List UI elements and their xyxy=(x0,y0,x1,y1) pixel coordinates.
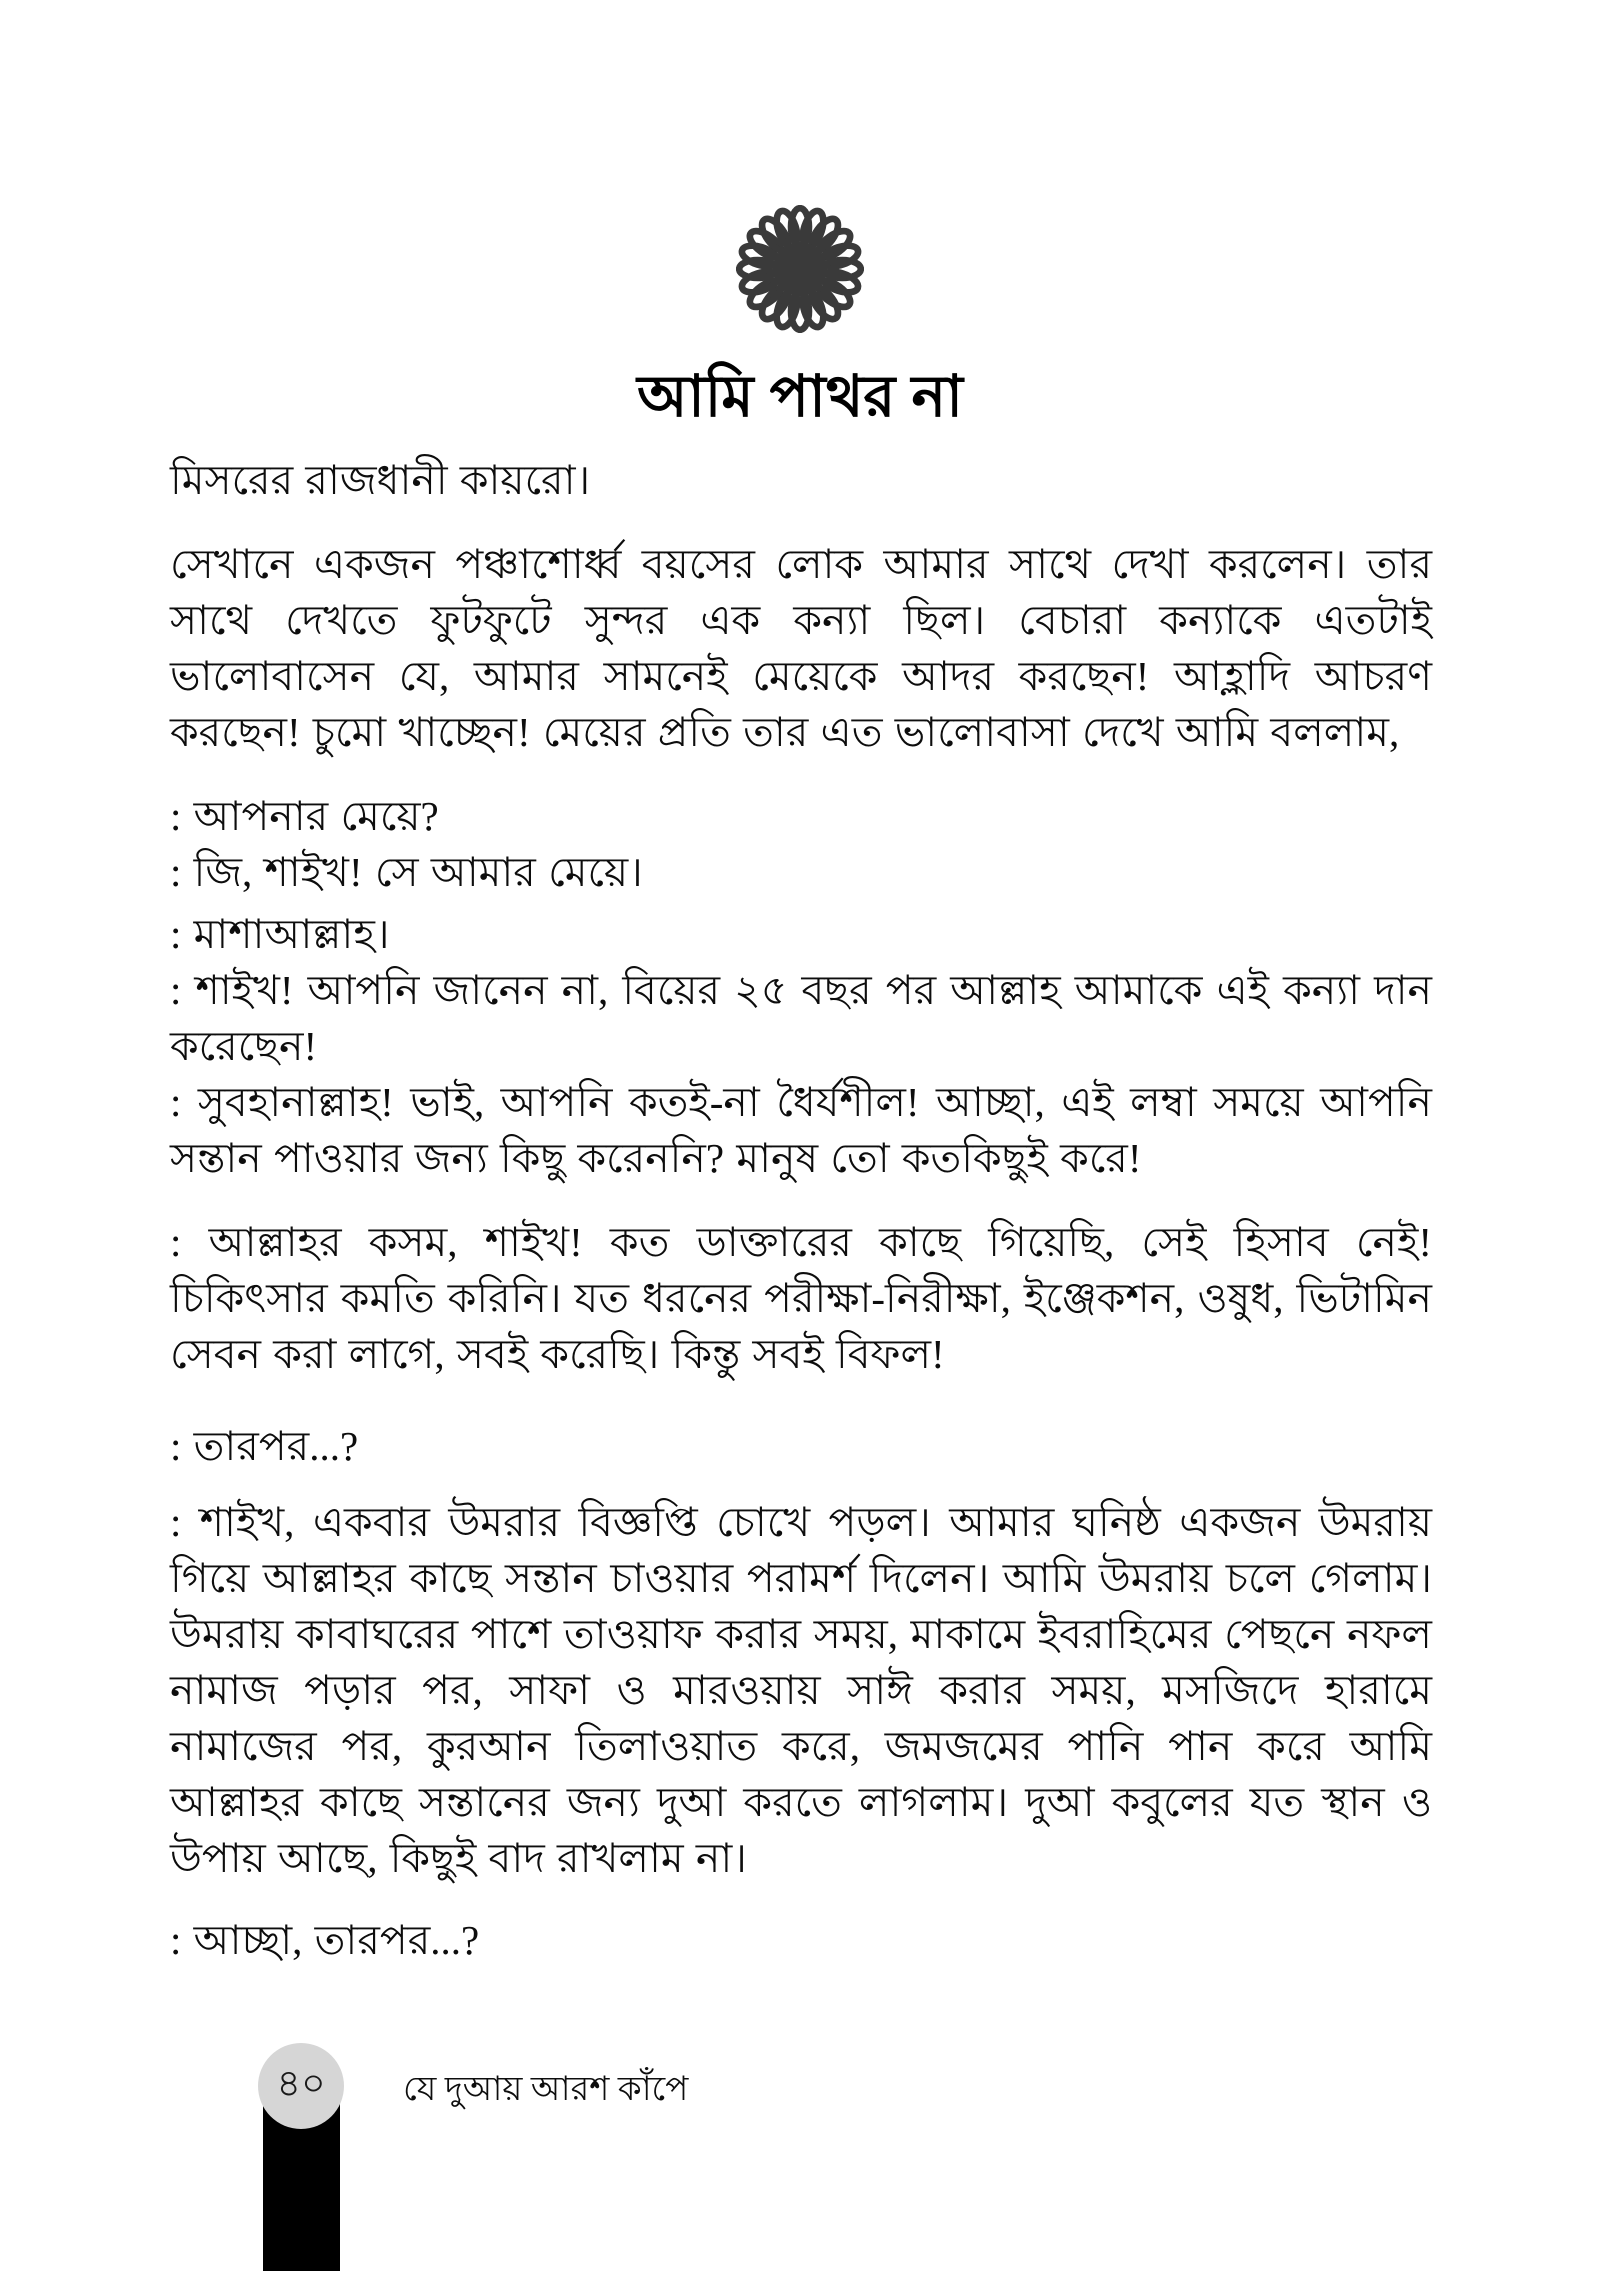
body-paragraph: মিসরের রাজধানী কায়রো। xyxy=(170,457,591,503)
dialogue-paragraph: : শাইখ, একবার উমরার বিজ্ঞপ্তি চোখে পড়ল। আমার ঘনিষ্ঠ একজন উমরায় গিয়ে আল্লাহর কাছে সন্তান চাওয়ার পরামর্শ দিলেন। আমি উমরায় চলে গেলাম। উমরায় কাবাঘরের পাশে তাওয়াফ করার সময়, মাকামে ইবরাহিমের পেছনে নফল নামাজ পড়ার পর, সাফা ও মারওয়ায় সাঈ করার সময়, মসজিদে হারামে নামাজের পর, কুরআন তিলাওয়াত করে, জমজমের পানি পান করে আমি আল্লাহর কাছে সন্তানের জন্য দুআ করতে লাগলাম। দুআ কবুলের যত স্থান ও উপায় আছে, কিছুই বাদ রাখলাম না। xyxy=(170,1499,1432,1881)
dialogue-paragraph: : সুবহানাল্লাহ! ভাই, আপনি কতই-না ধৈর্যশীল! আচ্ছা, এই লম্বা সময়ে আপনি সন্তান পাওয়ার জন্য কিছু করেননি? মানুষ তো কতকিছুই করে! xyxy=(170,1079,1432,1181)
page-number-badge xyxy=(258,2043,344,2129)
dialogue-paragraph: : আল্লাহর কসম, শাইখ! কত ডাক্তারের কাছে গিয়েছি, সেই হিসাব নেই! চিকিৎসার কমতি করিনি। যত ধরনের পরীক্ষা-নিরীক্ষা, ইঞ্জেকশন, ওষুধ, ভিটামিন সেবন করা লাগে, সবই করেছি। কিন্তু সবই বিফল! xyxy=(170,1219,1432,1377)
chapter-title: আমি পাথর না xyxy=(637,364,963,429)
dialogue-paragraph: : শাইখ! আপনি জানেন না, বিয়ের ২৫ বছর পর আল্লাহ আমাকে এই কন্যা দান করেছেন! xyxy=(170,967,1432,1069)
body-paragraph: সেখানে একজন পঞ্চাশোর্ধ্ব বয়সের লোক আমার সাথে দেখা করলেন। তার সাথে দেখতে ফুটফুটে সুন্দর এক কন্যা ছিল। বেচারা কন্যাকে এতটাই ভালোবাসেন যে, আমার সামনেই মেয়েকে আদর করছেন! আহ্লাদি আচরণ করছেন! চুমো খাচ্ছেন! মেয়ের প্রতি তার এত ভালোবাসা দেখে আমি বললাম, xyxy=(170,541,1432,755)
page-number: ৪০ xyxy=(276,2063,326,2105)
running-book-title: যে দুআয় আরশ কাঁপে xyxy=(403,2071,689,2108)
rosette-ornament-icon xyxy=(736,205,864,333)
body-text-block xyxy=(170,452,1432,1968)
dialogue-line: : আচ্ছা, তারপর...? xyxy=(170,1917,480,1963)
dialogue-line: : মাশাআল্লাহ। xyxy=(170,911,390,957)
dialogue-line: : জি, শাইখ! সে আমার মেয়ে। xyxy=(170,849,643,895)
dialogue-line: : আপনার মেয়ে? xyxy=(170,793,439,839)
dialogue-line: : তারপর...? xyxy=(170,1423,359,1469)
